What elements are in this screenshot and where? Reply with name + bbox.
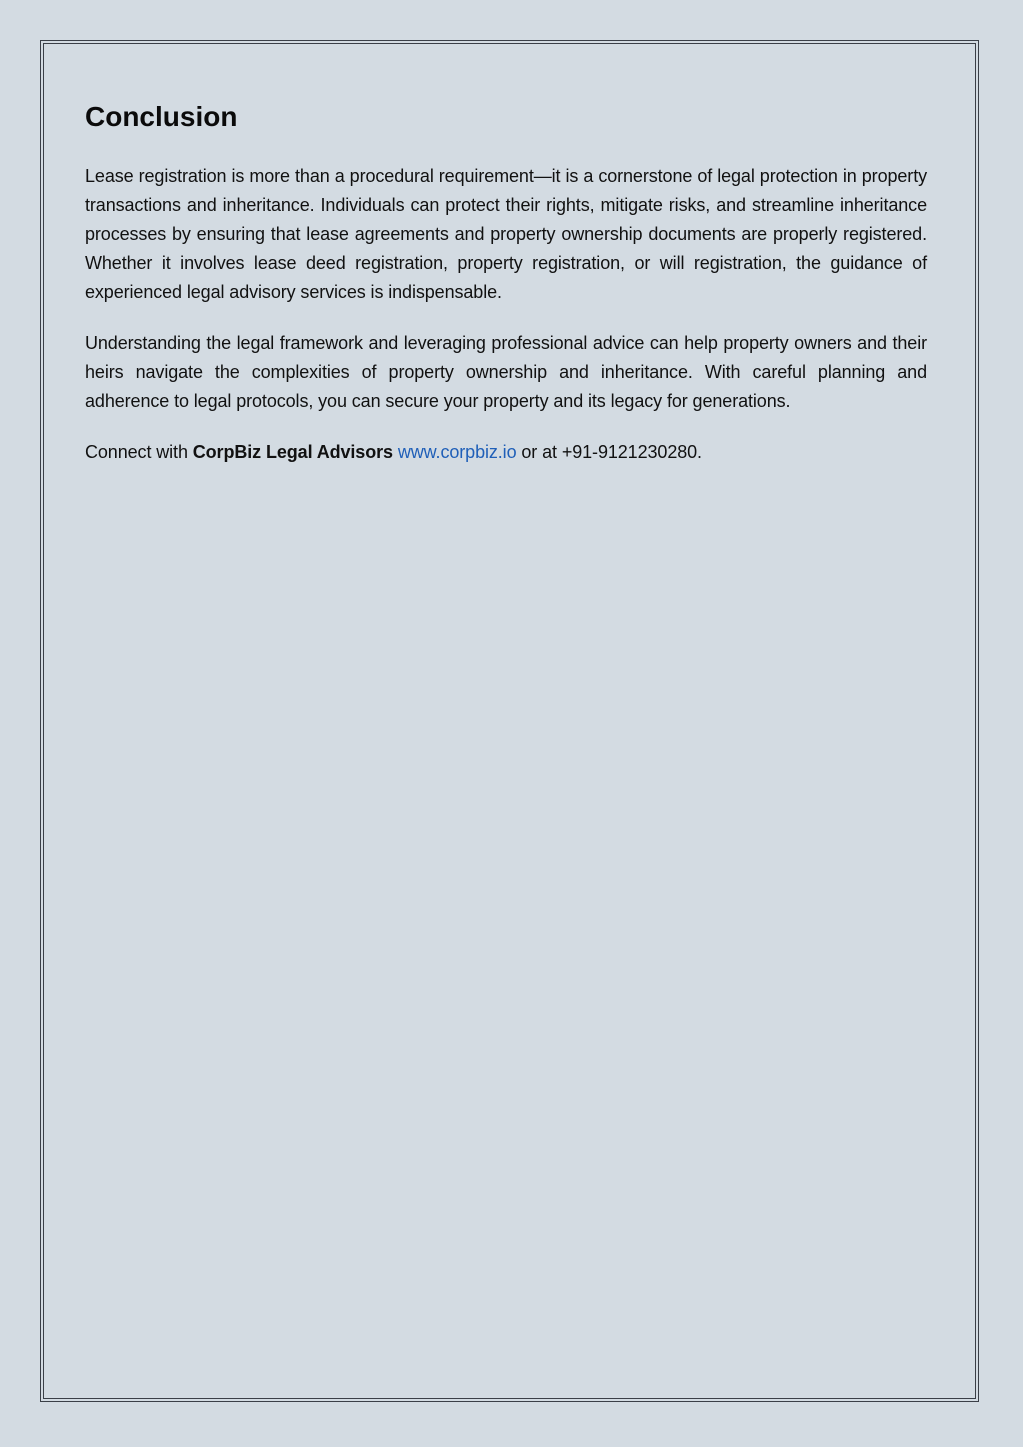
section-title: Conclusion: [85, 101, 238, 132]
paragraph-1: Lease registration is more than a procedural requirement—it is a cornerstone of legal protection in property transactions and inheritance. Individuals can protect their rights, mitigate risks, and streamline inheritance processes by ensuring that lease agreements and property ownership documents are properly registered. Whether it involves lease deed registration, property registration, or will registration, the guidance of experienced legal advisory services is indispensable.: [85, 166, 927, 302]
contact-suffix: or at +91-9121230280.: [516, 442, 702, 462]
contact-prefix: Connect with: [85, 442, 193, 462]
company-name: CorpBiz Legal Advisors: [192, 442, 393, 462]
website-link[interactable]: www.corpbiz.io: [397, 442, 517, 462]
document-body: [85, 96, 927, 467]
paragraph-2: Understanding the legal framework and leveraging professional advice can help property owners and their heirs navigate the complexities of property ownership and inheritance. With careful planning and adherence to legal protocols, you can secure your property and its legacy for generations.: [85, 333, 927, 411]
contact-line: [85, 438, 927, 467]
